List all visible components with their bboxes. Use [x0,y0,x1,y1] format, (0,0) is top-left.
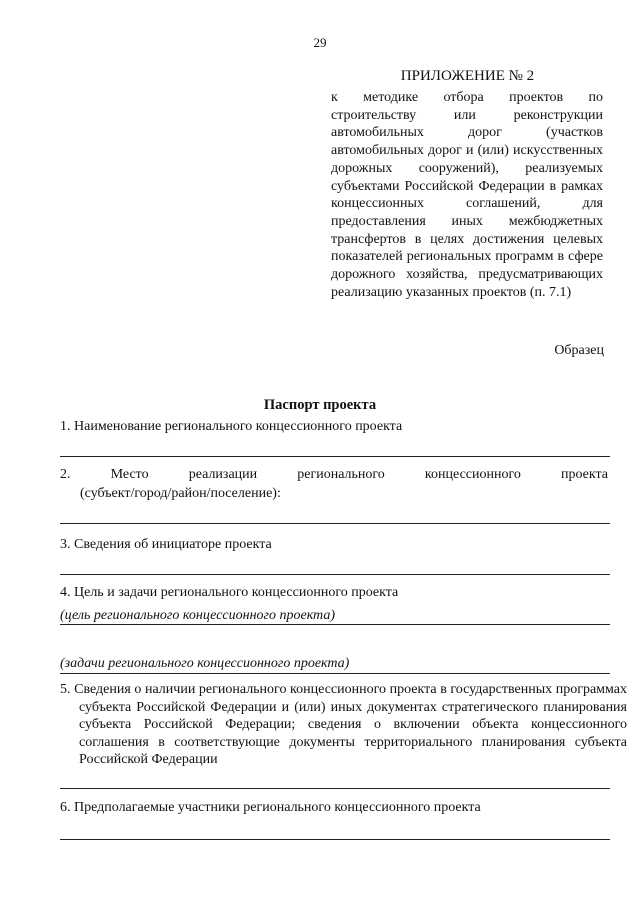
sample-label: Образец [554,343,604,358]
item-4-tasks-hint: (задачи регионального концессионного проекта) [60,656,350,671]
item-4-tasks-line [60,673,610,674]
item-3-label: 3. Сведения об инициаторе проекта [60,537,272,552]
passport-title: Паспорт проекта [263,397,377,413]
page-number: 29 [313,35,327,50]
item-5-answer-line [60,788,610,789]
item-2-label: 2. Место реализации регионального концессионного проекта [60,467,608,482]
item-4-goal-hint: (цель регионального концессионного проекта) [60,608,335,623]
item-1-answer-line [60,456,610,457]
item-5-label: 5. Сведения о наличии регионального концессионного проекта в государственных программах субъекта Российской Федерации и (или) иных документах стратегического планирования субъекта Российской Федерации; сведения о включении объекта концессионного соглашения в соответствующие документы территориального планирования субъекта Российской Федерации [60,682,627,767]
item-1-label: 1. Наименование регионального концессионного проекта [60,419,403,434]
item-4-label: 4. Цель и задачи регионального концессионного проекта [60,585,399,600]
appendix-text: к методике отбора проектов по строительству или реконструкции автомобильных дорог (участков автомобильных дорог и (или) искусственных дорожных сооружений), реализуемых субъектами Российской Федерации в рамках концессионных соглашений, для предоставления иных межбюджетных трансфертов в целях достижения целевых показателей региональных программ в сфере дорожного хозяйства, предусматривающих реализацию указанных проектов (п. 7.1) [331,90,603,300]
item-2-sublabel: (субъект/город/район/поселение): [80,486,281,501]
item-4-goal-line [60,624,610,625]
item-6-label: 6. Предполагаемые участники регионального концессионного проекта [60,800,481,815]
item-6-answer-line [60,839,610,840]
appendix-title: ПРИЛОЖЕНИЕ № 2 [400,68,535,84]
item-2-answer-line [60,523,610,524]
item-3-answer-line [60,574,610,575]
